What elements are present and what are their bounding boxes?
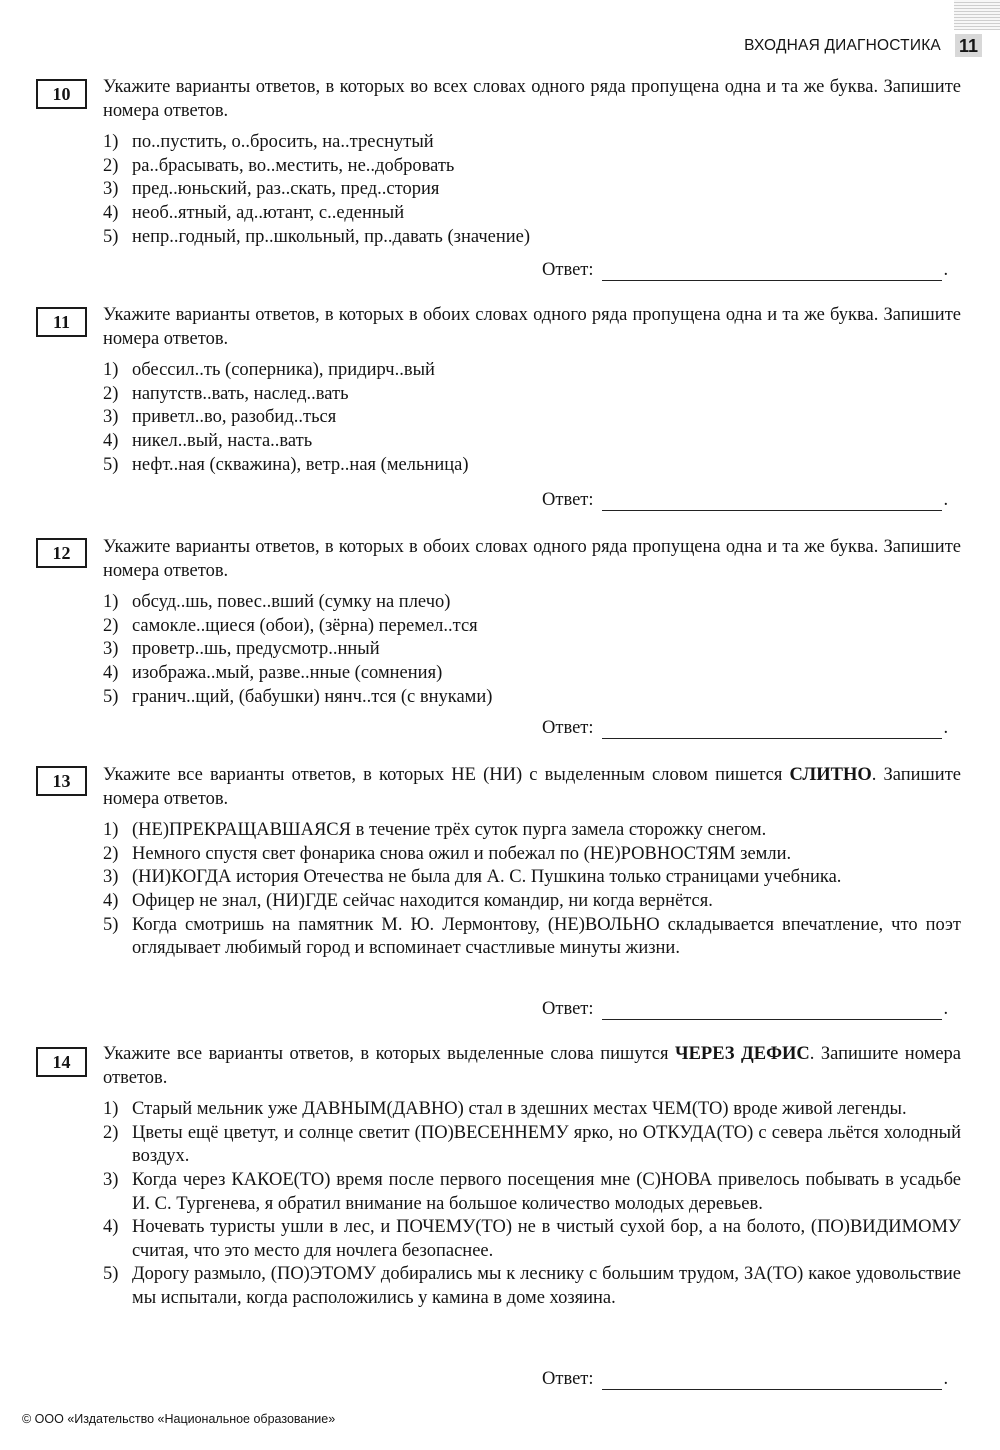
answer-option: [103, 819, 961, 843]
task-number-box: 10: [36, 79, 87, 109]
option-text: обсуд..шь, повес..вший (сумку на плечо): [132, 592, 451, 613]
answer-option: [103, 131, 961, 155]
option-number: 5): [103, 454, 119, 475]
option-text: необ..ятный, ад..ютант, с..еденный: [132, 202, 405, 223]
task-number-box: 11: [36, 307, 87, 337]
section-title: ВХОДНАЯ ДИАГНОСТИКА: [744, 36, 941, 54]
option-text: Немного спустя свет фонарика снова ожил и побежал по (НЕ)РОВНОСТЯМ земли.: [132, 843, 792, 864]
option-number: 5): [103, 1264, 119, 1285]
option-number: 1): [103, 592, 119, 613]
option-text: непр..годный, пр..школьный, пр..давать (значение): [132, 226, 531, 247]
answer-input-line[interactable]: [602, 263, 942, 281]
task-number-box: 12: [36, 538, 87, 568]
answer-option: [103, 1216, 961, 1263]
answer-field[interactable]: Ответ: .: [542, 999, 949, 1019]
option-number: 3): [103, 639, 119, 660]
task-prompt: Укажите все варианты ответов, в которых НЕ (НИ) с выделенным словом пишется СЛИТНО. Запишите номера ответов.: [103, 765, 961, 809]
task-number-box: 13: [36, 766, 87, 796]
option-text: изобража..мый, разве..нные (сомнения): [132, 662, 443, 683]
option-text: проветр..шь, предусмотр..нный: [132, 639, 380, 660]
answer-option: [103, 662, 961, 686]
option-text: Когда через КАКОЕ(ТО) время после первого посещения мне (С)НОВА привелось побывать в усадьбе И. С. Тургенева, я обратил внимание на большое количество молодых деревьев.: [132, 1169, 961, 1214]
answer-option: [103, 914, 961, 961]
option-number: 3): [103, 1169, 119, 1190]
option-number: 4): [103, 1217, 119, 1238]
option-number: 4): [103, 662, 119, 683]
scan-artifact: [954, 0, 1000, 30]
option-text: пред..юньский, раз..скать, пред..стория: [132, 179, 440, 200]
answer-option: [103, 638, 961, 662]
answer-option: [103, 591, 961, 615]
option-text: приветл..во, разобид..ться: [132, 407, 337, 428]
task-prompt: Укажите варианты ответов, в которых в обоих словах одного ряда пропущена одна и та же буква. Запишите номера ответов.: [103, 537, 961, 581]
option-number: 5): [103, 914, 119, 935]
answer-option: [103, 454, 961, 478]
answer-field[interactable]: Ответ: .: [542, 490, 949, 510]
answer-option: [103, 1263, 961, 1310]
option-number: 2): [103, 615, 119, 636]
option-text: Ночевать туристы ушли в лес, и ПОЧЕМУ(ТО) не в чистый сухой бор, а на болото, (ПО)ВИДИМОМУ считая, что это место для ночлега безопаснее.: [132, 1217, 961, 1261]
option-text: Когда смотришь на памятник М. Ю. Лермонтову, (НЕ)ВОЛЬНО складывается впечатление, что поэт оглядывает любимый город и вспоминает счастливые минуты жизни.: [132, 914, 961, 959]
option-text: Старый мельник уже ДАВНЫМ(ДАВНО) стал в здешних местах ЧЕМ(ТО) вроде живой легенды.: [132, 1099, 907, 1120]
answer-option: [103, 866, 961, 890]
option-text: нефт..ная (скважина), ветр..ная (мельница): [132, 454, 469, 475]
answer-option: [103, 226, 961, 250]
page-header: [744, 34, 982, 57]
task-prompt: Укажите все варианты ответов, в которых выделенные слова пишутся ЧЕРЕЗ ДЕФИС. Запишите номера ответов.: [103, 1044, 961, 1088]
option-text: напутств..вать, наслед..вать: [132, 383, 349, 404]
task-number-box: 14: [36, 1047, 87, 1077]
option-text: самокле..щиеся (обои), (зёрна) перемел..тся: [132, 615, 478, 636]
answer-label: Ответ:: [542, 490, 594, 510]
option-number: 1): [103, 820, 119, 841]
options-list: [103, 1098, 961, 1310]
answer-input-line[interactable]: [602, 493, 942, 511]
option-text: (НЕ)ПРЕКРАЩАВШАЯСЯ в течение трёх суток пурга замела сторожку снегом.: [132, 820, 767, 841]
answer-option: [103, 615, 961, 639]
answer-option: [103, 430, 961, 454]
option-text: Дорогу размыло, (ПО)ЭТОМУ добирались мы к леснику с большим трудом, ЗА(ТО) какое удовольствие мы испытали, когда расположились у камина в доме хозяина.: [132, 1264, 961, 1308]
answer-field[interactable]: Ответ: .: [542, 718, 949, 738]
answer-field[interactable]: Ответ: .: [542, 260, 949, 280]
answer-option: [103, 178, 961, 202]
option-number: 1): [103, 1099, 119, 1120]
answer-option: [103, 890, 961, 914]
option-text: ра..брасывать, во..местить, не..добровать: [132, 155, 455, 176]
option-number: 2): [103, 155, 119, 176]
task-prompt: Укажите варианты ответов, в которых во всех словах одного ряда пропущена одна и та же буква. Запишите номера ответов.: [103, 77, 961, 121]
option-number: 3): [103, 179, 119, 200]
answer-option: [103, 202, 961, 226]
page-number: 11: [955, 34, 982, 57]
option-number: 3): [103, 407, 119, 428]
answer-option: [103, 686, 961, 710]
answer-option: [103, 406, 961, 430]
option-text: гранич..щий, (бабушки) нянч..тся (с внуками): [132, 686, 493, 707]
option-text: Цветы ещё цветут, и солнце светит (ПО)ВЕСЕННЕМУ ярко, но ОТКУДА(ТО) с севера льётся холодный воздух.: [132, 1122, 961, 1167]
option-text: по..пустить, о..бросить, на..треснутый: [132, 132, 434, 153]
options-list: [103, 131, 961, 249]
option-text: обессил..ть (соперника), придирч..вый: [132, 360, 435, 381]
answer-option: [103, 155, 961, 179]
answer-option: [103, 1169, 961, 1216]
task-prompt: Укажите варианты ответов, в которых в обоих словах одного ряда пропущена одна и та же буква. Запишите номера ответов.: [103, 305, 961, 349]
answer-option: [103, 1098, 961, 1122]
answer-label: Ответ:: [542, 718, 594, 738]
answer-option: [103, 383, 961, 407]
copyright-footer: © ООО «Издательство «Национальное образование»: [22, 1412, 336, 1426]
option-text: (НИ)КОГДА история Отечества не была для А. С. Пушкина только страницами учебника.: [132, 867, 842, 888]
answer-input-line[interactable]: [602, 721, 942, 739]
option-number: 2): [103, 1122, 119, 1143]
option-number: 4): [103, 202, 119, 223]
options-list: [103, 819, 961, 961]
answer-option: [103, 1122, 961, 1169]
answer-input-line[interactable]: [602, 1002, 942, 1020]
options-list: [103, 591, 961, 709]
option-number: 1): [103, 360, 119, 381]
answer-option: [103, 843, 961, 867]
option-number: 5): [103, 686, 119, 707]
option-text: никел..вый, наста..вать: [132, 430, 313, 451]
option-number: 3): [103, 867, 119, 888]
option-number: 2): [103, 383, 119, 404]
answer-label: Ответ:: [542, 999, 594, 1019]
options-list: [103, 359, 961, 477]
option-number: 2): [103, 843, 119, 864]
answer-field[interactable]: Ответ: .: [542, 1369, 949, 1389]
answer-label: Ответ:: [542, 260, 594, 280]
answer-label: Ответ:: [542, 1369, 594, 1389]
answer-option: [103, 359, 961, 383]
option-number: 4): [103, 430, 119, 451]
option-text: Офицер не знал, (НИ)ГДЕ сейчас находится командир, ни когда вернётся.: [132, 890, 713, 911]
answer-input-line[interactable]: [602, 1372, 942, 1390]
option-number: 1): [103, 132, 119, 153]
option-number: 4): [103, 890, 119, 911]
option-number: 5): [103, 226, 119, 247]
